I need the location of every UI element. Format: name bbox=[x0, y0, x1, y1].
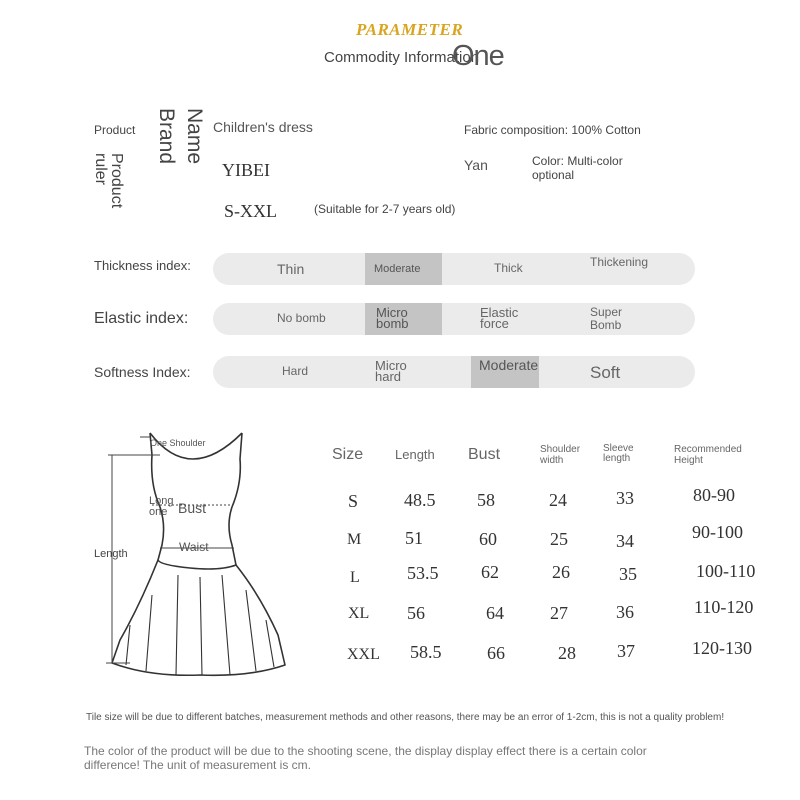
height-cell: 100-110 bbox=[696, 561, 756, 581]
diagram-long-one-label: Long one bbox=[149, 495, 174, 518]
size-suitable-note: (Suitable for 2-7 years old) bbox=[314, 202, 456, 216]
length-cell: 56 bbox=[407, 603, 425, 623]
size-range-value: S-XXL bbox=[224, 201, 277, 221]
fabric-composition: Fabric composition: 100% Cotton bbox=[464, 123, 641, 137]
thickness-option-moderate-selected bbox=[365, 253, 442, 285]
bust-cell: 62 bbox=[481, 562, 499, 582]
size-table-header-shoulder: Shoulder width bbox=[540, 444, 581, 466]
elastic-option-micro-bomb-selected bbox=[365, 303, 442, 335]
sleeve-cell: 37 bbox=[617, 641, 635, 661]
softness-index-bar bbox=[213, 356, 695, 388]
shoulder-cell: 27 bbox=[550, 603, 568, 623]
option-label: Micro bomb bbox=[376, 305, 409, 331]
thickness-index-label: Thickness index: bbox=[94, 258, 191, 273]
name-label: Name bbox=[183, 108, 206, 165]
thickness-index-bar bbox=[213, 253, 695, 285]
option-label: Moderate bbox=[479, 357, 539, 373]
option-label: Thin bbox=[277, 261, 305, 277]
height-cell: 110-120 bbox=[694, 597, 754, 617]
thickness-option-thickening bbox=[587, 253, 695, 285]
shoulder-cell: 25 bbox=[550, 529, 568, 549]
diagram-bust-label: Bust bbox=[178, 500, 207, 516]
option-label: Micro hard bbox=[375, 358, 407, 384]
softness-option-soft bbox=[539, 356, 695, 388]
color-option: Color: Multi-color optional bbox=[532, 154, 623, 182]
option-label: No bomb bbox=[277, 311, 326, 325]
bust-cell: 64 bbox=[486, 603, 504, 623]
shoulder-cell: 24 bbox=[549, 490, 567, 510]
option-label: Thickening bbox=[590, 255, 649, 269]
softness-option-micro-hard bbox=[365, 356, 471, 388]
size-cell: S bbox=[348, 491, 359, 511]
dress-outline-icon bbox=[112, 433, 285, 675]
height-cell: 120-130 bbox=[692, 638, 752, 658]
softness-option-moderate-selected bbox=[471, 356, 539, 388]
one-label: One bbox=[452, 40, 504, 72]
sleeve-cell: 35 bbox=[619, 564, 637, 584]
size-table-header-size: Size bbox=[332, 446, 364, 463]
size-table-header-bust: Bust bbox=[468, 446, 501, 463]
option-label: Thick bbox=[494, 261, 523, 275]
sleeve-cell: 36 bbox=[616, 602, 634, 622]
diagram-one-shoulder-label: One Shoulder bbox=[150, 438, 206, 448]
option-label: Moderate bbox=[374, 263, 421, 275]
bust-cell: 66 bbox=[487, 643, 505, 663]
elastic-index-bar bbox=[213, 303, 695, 335]
size-cell: XXL bbox=[347, 646, 380, 663]
size-cell: M bbox=[347, 531, 362, 548]
size-cell: XL bbox=[348, 605, 370, 622]
sleeve-cell: 33 bbox=[616, 488, 634, 508]
parameter-title: PARAMETER bbox=[356, 20, 464, 39]
commodity-information-title: Commodity Information bbox=[324, 49, 480, 66]
option-label: Hard bbox=[282, 364, 309, 378]
color-difference-note: The color of the product will be due to the shooting scene, the display display effect there is a certain color difference! The unit of measurement is cm. bbox=[84, 744, 647, 772]
softness-option-hard bbox=[213, 356, 365, 388]
yan-label: Yan bbox=[464, 157, 488, 173]
option-label: Super Bomb bbox=[590, 305, 623, 332]
product-label: Product bbox=[94, 123, 136, 137]
diagram-length-label: Length bbox=[94, 548, 128, 560]
length-cell: 58.5 bbox=[410, 642, 442, 662]
product-ruler-label: Product ruler bbox=[92, 153, 125, 209]
elastic-option-elastic-force bbox=[442, 303, 587, 335]
thickness-option-thick bbox=[442, 253, 587, 285]
length-cell: 53.5 bbox=[407, 563, 439, 583]
brand-label: Brand bbox=[155, 108, 178, 165]
size-table-header-height: Recommended Height bbox=[674, 444, 742, 466]
size-table-header-length: Length bbox=[395, 447, 435, 462]
product-name-value: Children's dress bbox=[213, 119, 313, 135]
size-cell: L bbox=[350, 569, 360, 586]
diagram-waist-label: Waist bbox=[179, 540, 209, 554]
elastic-index-label: Elastic index: bbox=[94, 310, 189, 327]
size-table-header-sleeve: Sleeve length bbox=[603, 443, 634, 464]
bust-cell: 60 bbox=[479, 529, 497, 549]
bust-cell: 58 bbox=[477, 490, 495, 510]
length-cell: 51 bbox=[405, 528, 423, 548]
shoulder-cell: 28 bbox=[558, 643, 576, 663]
tile-size-note: Tile size will be due to different batches, measurement methods and other reasons, there may be an error of 1-2cm, this is not a quality problem! bbox=[86, 712, 725, 723]
sleeve-cell: 34 bbox=[616, 531, 634, 551]
height-cell: 80-90 bbox=[693, 485, 735, 505]
length-cell: 48.5 bbox=[404, 490, 436, 510]
option-label: Elastic force bbox=[480, 305, 519, 331]
shoulder-cell: 26 bbox=[552, 562, 570, 582]
brand-value: YIBEI bbox=[222, 160, 270, 180]
option-label: Soft bbox=[590, 363, 621, 382]
elastic-option-super-bomb bbox=[587, 303, 695, 335]
elastic-option-no-bomb bbox=[213, 303, 365, 335]
softness-index-label: Softness Index: bbox=[94, 364, 191, 380]
height-cell: 90-100 bbox=[692, 522, 743, 542]
thickness-option-thin bbox=[213, 253, 365, 285]
